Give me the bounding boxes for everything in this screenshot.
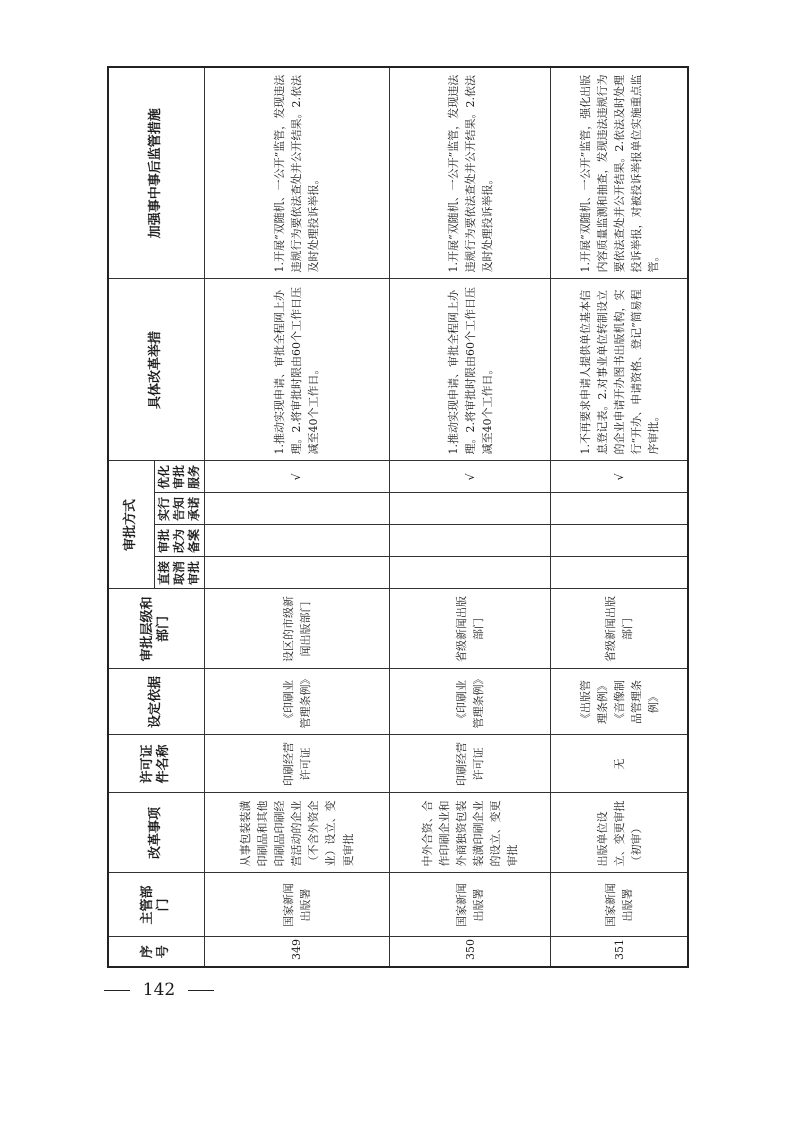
- table-row: [390, 67, 551, 967]
- header-supervision: 加强事中事后监管措施: [108, 67, 204, 279]
- row-dept: 国家新闻出版署: [551, 873, 688, 937]
- row-item: 中外合资、合作印刷企业和外商独资包装装潢印刷企业的设立、变更审批: [390, 793, 551, 873]
- header-method-filing: 审批改为备案: [154, 525, 204, 557]
- page-number: [104, 980, 214, 1000]
- row-method-promise: [551, 493, 688, 525]
- header-dept: 主管部门: [108, 873, 204, 937]
- header-row: [108, 67, 154, 967]
- row-reform: 1.推动实现申请、审批全程网上办理。2.将审批时限由60个工作日压减至40个工作日。: [390, 279, 551, 461]
- row-supervision: 1.开展“双随机、一公开”监管，发现违法违规行为要依法查处并公开结果。2.依法及时处理投诉举报。: [204, 67, 390, 279]
- row-supervision: 1.开展“双随机、一公开”监管，强化出版内容质量监测和抽查，发现违法违规行为要依法查处并公开结果。2.依法及时处理投诉举报，对被投诉举报单位实施重点监管。: [551, 67, 688, 279]
- row-level: 设区的市级新闻出版部门: [204, 589, 390, 669]
- header-method: 审批方式: [108, 461, 154, 589]
- header-license: 许可证件名称: [108, 735, 204, 793]
- header-method-optimize: 优化审批服务: [154, 461, 204, 493]
- row-check-mark: √: [390, 461, 551, 493]
- row-seq: 349: [204, 937, 390, 967]
- row-license: 印刷经营许可证: [204, 735, 390, 793]
- header-method-promise: 实行告知承诺: [154, 493, 204, 525]
- row-basis: 《出版管理条例》《音像制品管理条例》: [551, 669, 688, 735]
- row-license: 无: [551, 735, 688, 793]
- row-method-filing: [204, 525, 390, 557]
- header-item: 改革事项: [108, 793, 204, 873]
- row-reform: 1.推动实现申请、审批全程网上办理。2.将审批时限由60个工作日压减至40个工作日。: [204, 279, 390, 461]
- row-level: 省级新闻出版部门: [390, 589, 551, 669]
- row-license: 印刷经营许可证: [390, 735, 551, 793]
- table-row: [204, 67, 390, 967]
- row-basis: 《印刷业管理条例》: [390, 669, 551, 735]
- row-supervision: 1.开展“双随机、一公开”监管，发现违法违规行为要依法查处并公开结果。2.依法及时处理投诉举报。: [390, 67, 551, 279]
- reform-measures-table: [107, 66, 689, 968]
- row-method-cancel: [551, 557, 688, 589]
- row-level: 省级新闻出版部门: [551, 589, 688, 669]
- rotated-page-content: [107, 74, 689, 968]
- row-item: 从事包装装潢印刷品和其他印刷品印刷经营活动的企业（不含外资企业）设立、变更审批: [204, 793, 390, 873]
- row-dept: 国家新闻出版署: [204, 873, 390, 937]
- header-reform: 具体改革举措: [108, 279, 204, 461]
- row-seq: 350: [390, 937, 551, 967]
- row-basis: 《印刷业管理条例》: [204, 669, 390, 735]
- row-item: 出版单位设立、变更审批（初审）: [551, 793, 688, 873]
- header-basis: 设定依据: [108, 669, 204, 735]
- header-method-cancel: 直接取消审批: [154, 557, 204, 589]
- row-reform: 1.不再要求申请人提供单位基本信息登记表。2.对事业单位转制设立的企业申请开办图书出版机构，实行“开办、申请资格、登记”简易程序审批。: [551, 279, 688, 461]
- page-number-value: 142: [142, 980, 176, 1000]
- row-method-filing: [551, 525, 688, 557]
- row-method-cancel: [390, 557, 551, 589]
- row-method-filing: [390, 525, 551, 557]
- page-number-dash-right: [188, 990, 214, 991]
- header-seq: 序号: [108, 937, 204, 967]
- row-method-promise: [204, 493, 390, 525]
- header-level: 审批层级和部门: [108, 589, 204, 669]
- row-method-promise: [390, 493, 551, 525]
- row-check-mark: √: [551, 461, 688, 493]
- row-dept: 国家新闻出版署: [390, 873, 551, 937]
- table-row: [551, 67, 688, 967]
- row-method-cancel: [204, 557, 390, 589]
- row-check-mark: √: [204, 461, 390, 493]
- row-seq: 351: [551, 937, 688, 967]
- page-number-dash-left: [104, 990, 130, 991]
